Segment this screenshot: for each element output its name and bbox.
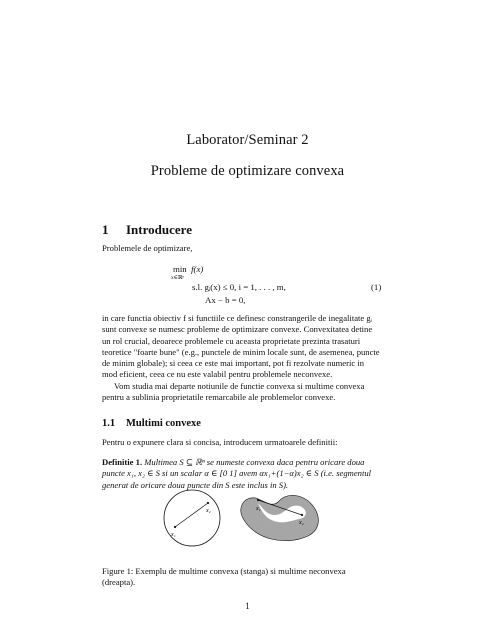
section-title: Introducere: [126, 222, 192, 237]
caption-line: Figure 1: Exemplu de multime convexa (stanga) si multime neconvexa: [102, 566, 346, 576]
def-line: [102, 457, 392, 468]
p1-line: in care functia obiectiv f si functiile ce definesc constrangerile de inegalitate gᵢ: [102, 313, 373, 323]
eq-equality: Ax − b = 0,: [205, 295, 246, 305]
def-line: generat de oricare doua puncte din S este inclus in S).: [102, 479, 289, 490]
label-x2: x₂: [206, 508, 211, 514]
doc-title-line1: Laborator/Seminar 2: [186, 132, 309, 148]
p1-line: teoretice "foarte bune" (e.g., punctele de minim locale sunt, de asemenea, puncte: [102, 346, 380, 357]
section-heading-1: [102, 222, 192, 238]
paragraph-1: [102, 313, 392, 381]
subsection-title: Multimi convexe: [126, 418, 201, 429]
convex-set: [164, 490, 220, 546]
subsection-intro: Pentru o expunere clara si concisa, introducem urmatoarele definitii:: [102, 437, 338, 447]
p1-line: sunt convexe se numesc probleme de optimizare convexe. Convexitatea detine: [102, 324, 373, 335]
eq-number: (1): [371, 282, 382, 292]
subsection-number: 1.1: [102, 418, 116, 429]
eq-inequality: s.l. gᵢ(x) ≤ 0, i = 1, . . . , m,: [192, 282, 286, 292]
label-x1: x₁: [256, 506, 261, 512]
p2-line: pentru a sublinia proprietatile remarcabile ale problemelor convexe.: [102, 392, 336, 403]
doc-title-line2: Probleme de optimizare convexa: [150, 163, 345, 179]
label-x2: x₂: [299, 520, 304, 526]
eq-min: [173, 264, 203, 274]
eq-min-sub: x∈ℝⁿ: [171, 275, 185, 281]
definition-1: [102, 457, 392, 491]
paragraph-2: [102, 381, 392, 404]
def-label: Definitie 1.: [102, 457, 143, 467]
p1-line: de minim globale); si ceea ce este mai important, pot fi rezolvate numeric in: [102, 358, 365, 369]
figure-convex-sets: [160, 488, 340, 558]
intro-text: Problemele de optimizare,: [102, 243, 193, 253]
figure-caption: [102, 566, 392, 588]
caption-line: (dreapta).: [102, 577, 136, 587]
eq-min-op: min: [173, 264, 187, 274]
section-heading-1-1: [102, 418, 201, 429]
nonconvex-set: [241, 495, 319, 540]
def-line: puncte x₁, x₂ ∈ S si un scalar α ∈ [0 1] avem αx₁+(1−α)x₂ ∈ S (i.e. segmentul: [102, 468, 372, 479]
p1-line: mod eficient, ceea ce nu este valabil pentru problemele neconvexe.: [102, 369, 333, 380]
section-number: 1: [102, 222, 109, 237]
page-number: 1: [245, 601, 250, 611]
eq-objective: f(x): [191, 264, 204, 274]
p2-line: Vom studia mai departe notiunile de functie convexa si multime convexa: [114, 381, 365, 391]
label-x1: x₁: [171, 532, 176, 538]
def-text: Multimea S ⊆ ℝⁿ se numeste convexa daca pentru oricare doua: [144, 457, 365, 467]
p1-line: un rol crucial, deoarece problemele cu aceasta proprietate prezinta trasaturi: [102, 335, 361, 346]
